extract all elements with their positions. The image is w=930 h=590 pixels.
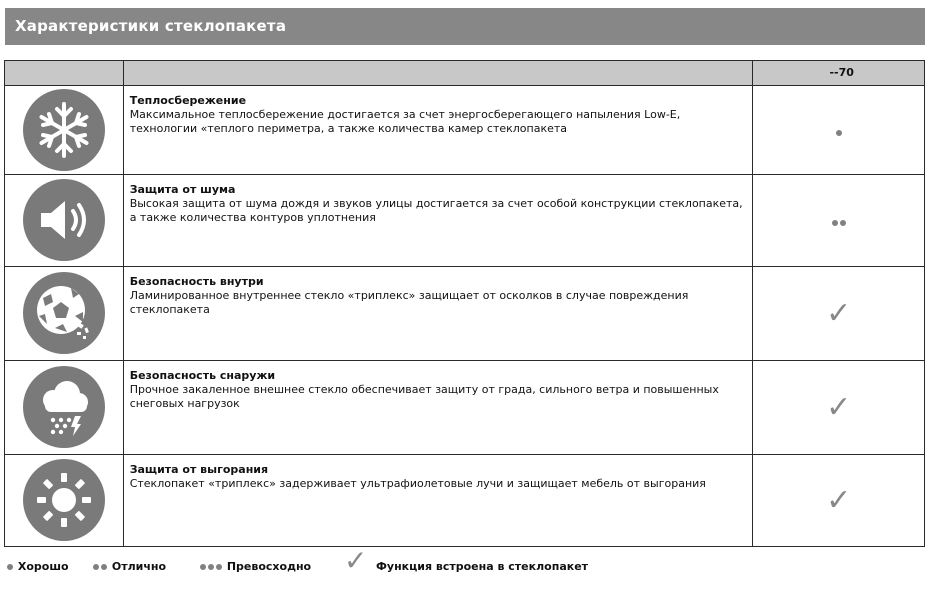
hail-cloud-icon: [23, 366, 105, 448]
header-cell-icon: [5, 61, 124, 86]
description-cell: [123, 86, 753, 175]
legend-good: [6, 560, 69, 573]
legend-superb: [199, 560, 311, 573]
legend-excellent: [92, 560, 166, 573]
icon-cell: [5, 175, 124, 267]
feature-text: Стеклопакет «триплекс» задерживает ультрафиолетовые лучи и защищает мебель от выгорания: [129, 477, 706, 490]
sun-icon: [23, 459, 105, 541]
header-cell-value: [753, 61, 925, 86]
feature-title: Безопасность внутри: [129, 275, 264, 288]
rating-dot: [832, 220, 838, 226]
legend-dot: [208, 564, 214, 570]
section-title: Характеристики стеклопакета: [15, 17, 287, 35]
check-icon: ✓: [826, 482, 852, 518]
table-row: [5, 361, 925, 455]
icon-cell: [5, 86, 124, 175]
rating-dot: [836, 130, 842, 136]
description-cell: [123, 175, 753, 267]
snowflake-icon: [23, 89, 105, 171]
legend-superb-label: Превосходно: [226, 560, 312, 573]
description-cell: [123, 455, 753, 547]
shattered-ball-icon: [23, 272, 105, 354]
feature-title: Защита от шума: [129, 183, 236, 196]
feature-text: Максимальное теплосбережение достигается за счет энергосберегающего напыления Low-E, технологии «теплого периметра, а также количества камер стеклопакета: [129, 108, 681, 135]
rating-cell: [753, 175, 925, 267]
value-column-header: --70: [829, 66, 854, 79]
feature-text: Ламинированное внутреннее стекло «триплекс» защищает от осколков в случае повреждения стеклопакета: [129, 289, 689, 316]
legend-good-label: Хорошо: [17, 560, 69, 573]
header-cell-description: [123, 61, 753, 86]
table-row: [5, 267, 925, 361]
check-icon: ✓: [826, 295, 852, 331]
feature-title: Безопасность снаружи: [129, 369, 276, 382]
speaker-icon: [23, 179, 105, 261]
feature-title: Теплосбережение: [129, 94, 247, 107]
characteristics-table: [4, 60, 925, 547]
feature-title: Защита от выгорания: [129, 463, 269, 476]
icon-cell: [5, 361, 124, 455]
legend-excellent-label: Отлично: [111, 560, 167, 573]
description-cell: [123, 361, 753, 455]
rating-cell: [753, 361, 925, 455]
icon-cell: [5, 267, 124, 361]
feature-text: Высокая защита от шума дождя и звуков улицы достигается за счет особой конструкции стеклопакета, а также количества контуров уплотнения: [129, 197, 743, 224]
legend-builtin-label: Функция встроена в стеклопакет: [376, 560, 589, 573]
legend-dot: [93, 564, 99, 570]
rating-cell: [753, 455, 925, 547]
legend-dot: [101, 564, 107, 570]
legend-dot: [216, 564, 222, 570]
legend-dot: [200, 564, 206, 570]
table-row: [5, 175, 925, 267]
description-cell: [123, 267, 753, 361]
rating-cell: [753, 86, 925, 175]
feature-text: Прочное закаленное внешнее стекло обеспечивает защиту от града, сильного ветра и повышенных снеговых нагрузок: [129, 383, 719, 410]
table-row: [5, 455, 925, 547]
check-icon: ✓: [344, 544, 368, 577]
table-header-row: [5, 61, 925, 86]
section-header: [5, 8, 925, 45]
icon-cell: [5, 455, 124, 547]
table-row: [5, 86, 925, 175]
check-icon: ✓: [826, 389, 852, 425]
rating-dot: [840, 220, 846, 226]
legend-dot: [7, 564, 13, 570]
rating-cell: [753, 267, 925, 361]
